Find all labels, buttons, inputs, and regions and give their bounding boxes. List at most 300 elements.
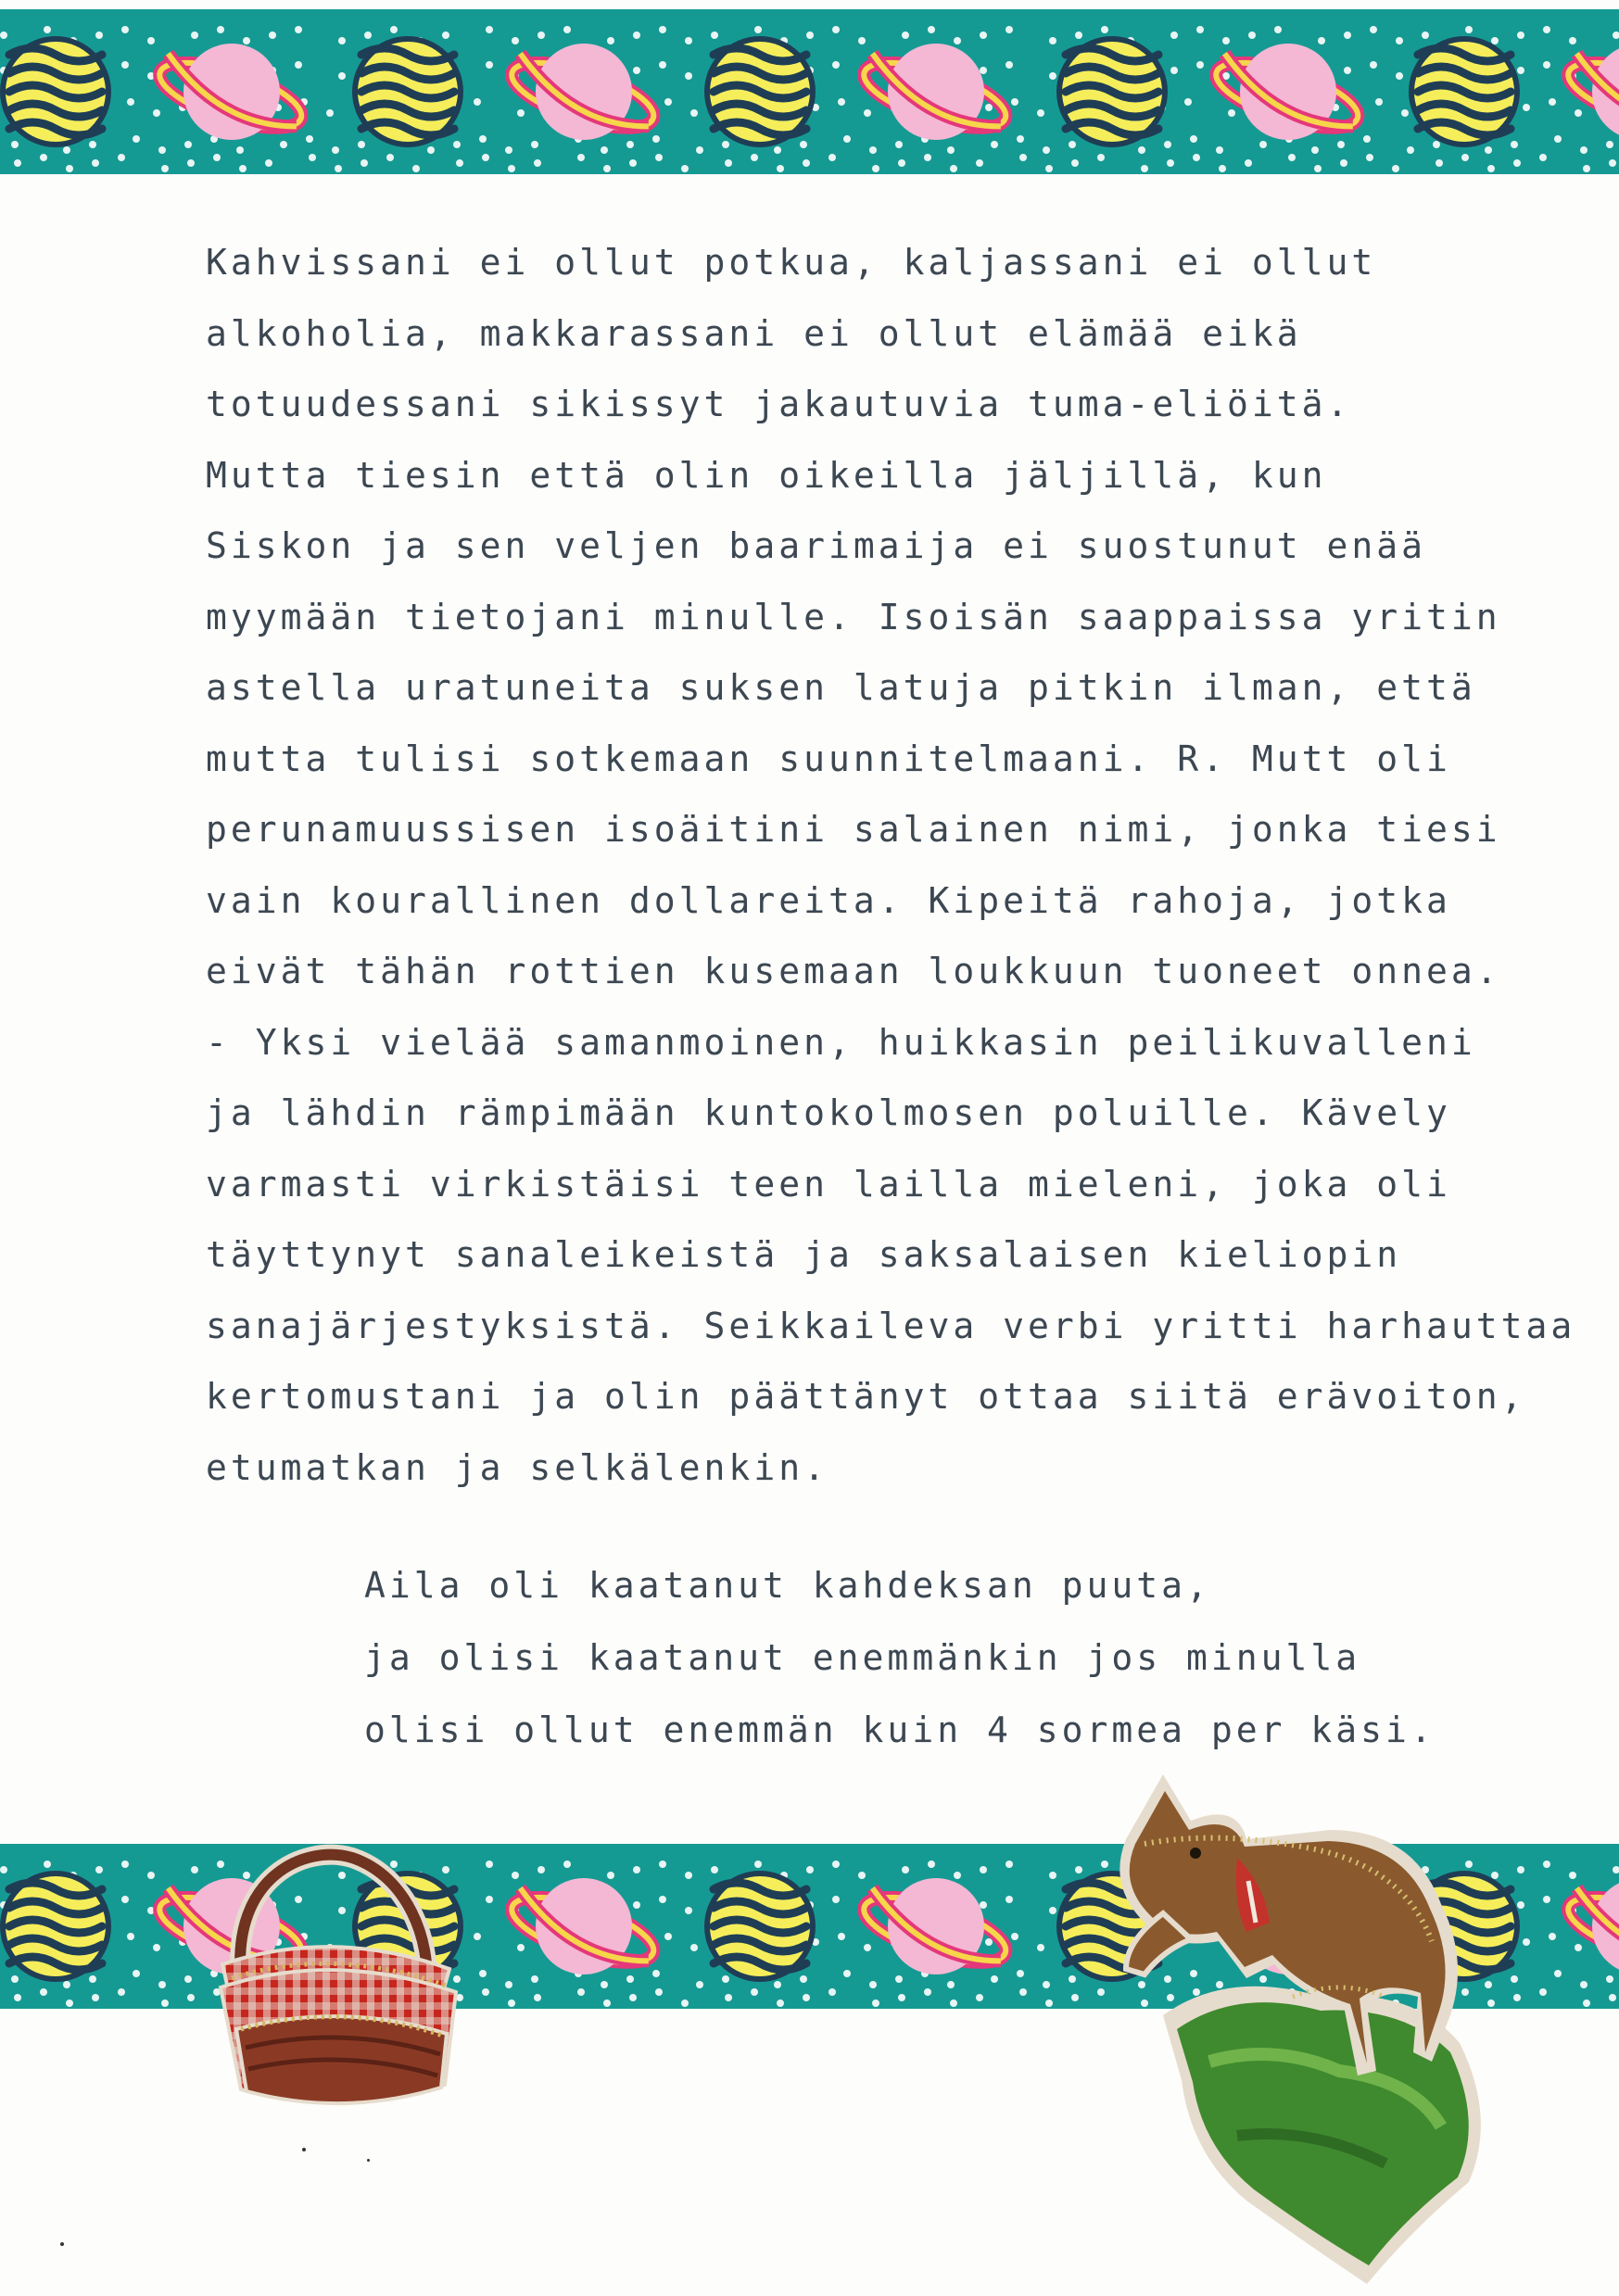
star-dot xyxy=(898,159,905,167)
star-dot xyxy=(777,2000,784,2007)
star-dot xyxy=(236,146,244,154)
star-dot xyxy=(1006,1896,1013,1903)
paragraph-line: etumatkan ja selkälenkin. xyxy=(206,1446,828,1488)
star-dot xyxy=(1019,1988,1027,1996)
star-dot xyxy=(1370,61,1377,69)
star-dot xyxy=(1097,1988,1105,1996)
star-dot xyxy=(486,26,493,33)
star-dot xyxy=(1517,32,1524,39)
star-dot xyxy=(864,1944,871,1951)
star-dot xyxy=(456,159,463,167)
star-dot xyxy=(191,1866,198,1873)
star-dot xyxy=(659,26,666,33)
star-dot xyxy=(980,32,987,39)
paragraph-line: mutta tulisi sotkemaan suunnitelmaani. R. Mutt oli xyxy=(206,738,1451,779)
star-dot xyxy=(1583,165,1590,172)
star-dot xyxy=(1314,165,1322,172)
star-dot xyxy=(1071,1994,1079,2001)
striped-moon-icon xyxy=(1409,36,1520,147)
star-dot xyxy=(158,1981,166,1988)
star-dot xyxy=(806,32,814,39)
star-dot xyxy=(147,37,155,44)
star-dot xyxy=(843,135,851,143)
star-dot xyxy=(1340,159,1347,167)
star-dot xyxy=(751,154,758,161)
star-dot xyxy=(1167,159,1174,167)
star-dot xyxy=(1606,1975,1613,1983)
star-dot xyxy=(991,1975,998,1983)
star-dot xyxy=(690,1944,698,1951)
star-dot xyxy=(0,32,7,39)
star-dot xyxy=(980,1866,987,1873)
star-dot xyxy=(1190,135,1197,143)
star-dot xyxy=(902,32,909,39)
star-dot xyxy=(800,141,807,148)
star-dot xyxy=(633,67,640,74)
paragraph-line: - Yksi vielää samanmoinen, huikkasin peilikuvalleni xyxy=(206,1021,1476,1063)
star-dot xyxy=(427,146,435,154)
star-dot xyxy=(1392,165,1399,172)
star-dot xyxy=(1549,1933,1556,1940)
star-dot xyxy=(633,1901,640,1909)
star-dot xyxy=(531,1975,538,1983)
star-dot xyxy=(1311,146,1319,154)
star-dot xyxy=(1045,2000,1053,2007)
star-dot xyxy=(895,1975,903,1983)
star-dot xyxy=(976,159,983,167)
star-dot xyxy=(63,146,70,154)
star-dot xyxy=(1613,1866,1619,1873)
star-dot xyxy=(161,2000,169,2007)
star-dot xyxy=(950,2000,957,2007)
star-dot xyxy=(1491,37,1499,44)
star-dot xyxy=(1006,26,1013,33)
star-dot xyxy=(1011,1933,1018,1940)
star-dot xyxy=(1288,154,1296,161)
star-dot xyxy=(1196,61,1204,69)
star-dot xyxy=(332,146,339,154)
star-dot xyxy=(335,165,342,172)
star-dot xyxy=(1606,141,1613,148)
tape-pattern xyxy=(0,9,1619,174)
star-dot xyxy=(1517,1901,1524,1909)
star-dot xyxy=(1318,37,1325,44)
star-dot xyxy=(1245,159,1252,167)
star-dot xyxy=(40,154,47,161)
star-dot xyxy=(843,1970,851,1977)
paragraph-line: sanajärjestyksistä. Seikkaileva verbi yritti harhauttaa xyxy=(206,1305,1576,1346)
striped-moon-icon xyxy=(704,1871,816,1982)
star-dot xyxy=(360,159,368,167)
star-dot xyxy=(89,1975,96,1983)
star-dot xyxy=(1543,1896,1550,1903)
paragraph-line: ja lähdin rämpimään kuntokolmosen poluille. Kävely xyxy=(206,1092,1451,1133)
star-dot xyxy=(295,61,302,69)
star-dot xyxy=(858,37,866,44)
star-dot xyxy=(295,26,302,33)
star-dot xyxy=(1196,26,1204,33)
star-dot xyxy=(534,1994,541,2001)
star-dot xyxy=(517,109,525,117)
star-dot xyxy=(213,154,221,161)
star-dot xyxy=(1517,1866,1524,1873)
planet-icon xyxy=(857,1878,1013,1975)
paragraph-line: totuudessani sikissyt jakautuvia tuma-eliöitä. xyxy=(206,384,1352,424)
star-dot xyxy=(1075,1866,1082,1873)
star-dot xyxy=(725,1994,732,2001)
star-dot xyxy=(1517,67,1524,74)
paragraph-line: täyttynyt sanaleikeistä ja saksalaisen kieliopin xyxy=(206,1234,1402,1275)
star-dot xyxy=(685,37,692,44)
star-dot xyxy=(243,37,250,44)
paragraph-line: alkoholia, makkarassani ei ollut elämää eikä xyxy=(206,312,1302,354)
star-dot xyxy=(1543,1861,1550,1868)
star-dot xyxy=(187,159,195,167)
striped-moon-icon xyxy=(704,36,816,147)
star-dot xyxy=(652,135,660,143)
star-dot xyxy=(685,1907,692,1914)
star-dot xyxy=(1006,61,1013,69)
star-dot xyxy=(838,1933,845,1940)
star-dot xyxy=(486,1896,493,1903)
star-dot xyxy=(1523,104,1530,111)
star-dot xyxy=(1580,1981,1587,1988)
star-dot xyxy=(696,1981,703,1988)
star-dot xyxy=(1511,141,1518,148)
star-dot xyxy=(696,146,703,154)
star-dot xyxy=(985,1938,993,1946)
star-dot xyxy=(681,2000,689,2007)
star-dot xyxy=(11,1975,19,1983)
star-dot xyxy=(1017,1970,1024,1977)
star-dot xyxy=(187,1994,195,2001)
star-dot xyxy=(147,1872,155,1879)
star-dot xyxy=(832,1861,840,1868)
star-dot xyxy=(118,1988,125,1996)
star-dot xyxy=(1138,146,1145,154)
striped-moon-icon xyxy=(0,1871,111,1982)
poem-line: Aila oli kaatanut kahdeksan puuta, xyxy=(364,1565,1211,1606)
star-dot xyxy=(121,1896,129,1903)
star-dot xyxy=(153,1944,160,1951)
star-dot xyxy=(601,146,608,154)
star-dot xyxy=(1219,165,1226,172)
star-dot xyxy=(482,1988,489,1996)
star-dot xyxy=(386,154,394,161)
planet-icon xyxy=(505,44,661,141)
star-dot xyxy=(306,135,313,143)
star-dot xyxy=(92,159,99,167)
star-dot xyxy=(711,1866,718,1873)
top-washi-tape xyxy=(0,9,1619,174)
star-dot xyxy=(858,1872,866,1879)
star-dot xyxy=(127,1933,134,1940)
star-dot xyxy=(954,1872,961,1879)
paragraph-line: perunamuussisen isoäitini salainen nimi, jonka tiesi xyxy=(206,809,1501,850)
star-dot xyxy=(486,1861,493,1868)
star-dot xyxy=(1216,146,1223,154)
star-dot xyxy=(774,1981,781,1988)
star-dot xyxy=(531,141,538,148)
star-dot xyxy=(947,1981,955,1988)
star-dot xyxy=(980,1901,987,1909)
star-dot xyxy=(607,1872,614,1879)
star-dot xyxy=(1043,1981,1050,1988)
planet-icon xyxy=(1562,1878,1619,1975)
star-dot xyxy=(505,146,512,154)
star-dot xyxy=(1583,2000,1590,2007)
star-dot xyxy=(1554,135,1562,143)
paper-speck xyxy=(60,2242,64,2246)
star-dot xyxy=(828,154,836,161)
star-dot xyxy=(751,1988,758,1996)
star-dot xyxy=(655,1988,663,1996)
star-dot xyxy=(832,26,840,33)
star-dot xyxy=(1006,1861,1013,1868)
star-dot xyxy=(217,26,224,33)
star-dot xyxy=(1407,146,1414,154)
star-dot xyxy=(442,32,449,39)
paper-speck xyxy=(367,2159,370,2162)
star-dot xyxy=(902,1866,909,1873)
star-dot xyxy=(161,165,169,172)
star-dot xyxy=(1485,146,1492,154)
star-dot xyxy=(338,72,346,80)
star-dot xyxy=(1436,159,1443,167)
star-dot xyxy=(685,1872,692,1879)
star-dot xyxy=(976,1994,983,2001)
star-dot xyxy=(603,165,611,172)
star-dot xyxy=(1049,1872,1056,1879)
star-dot xyxy=(14,1994,21,2001)
star-dot xyxy=(828,1988,836,1996)
star-dot xyxy=(358,141,365,148)
star-dot xyxy=(633,32,640,39)
star-dot xyxy=(1569,37,1576,44)
star-dot xyxy=(985,104,993,111)
star-dot xyxy=(1575,109,1582,117)
star-dot xyxy=(898,1994,905,2001)
poem-line: olisi ollut enemmän kuin 4 sormea per käsi. xyxy=(364,1709,1436,1750)
star-dot xyxy=(1575,1944,1582,1951)
star-dot xyxy=(538,1866,545,1873)
star-dot xyxy=(1549,98,1556,106)
star-dot xyxy=(1465,26,1473,33)
star-dot xyxy=(924,1988,931,1996)
star-dot xyxy=(92,1994,99,2001)
star-dot xyxy=(326,109,334,117)
star-dot xyxy=(512,37,519,44)
star-dot xyxy=(1396,37,1403,44)
star-dot xyxy=(1259,141,1267,148)
star-dot xyxy=(390,26,398,33)
planet-icon xyxy=(153,44,309,141)
star-dot xyxy=(1043,146,1050,154)
star-dot xyxy=(1248,32,1256,39)
star-dot xyxy=(869,1981,877,1988)
star-dot xyxy=(1513,159,1521,167)
star-dot xyxy=(1193,154,1200,161)
star-dot xyxy=(1433,141,1440,148)
star-dot xyxy=(950,165,957,172)
paragraph-line: myymään tietojani minulle. Isoisän saappaissa yritin xyxy=(206,596,1501,637)
typed-paragraph xyxy=(206,227,1576,1503)
star-dot xyxy=(722,141,729,148)
star-dot xyxy=(664,1933,672,1940)
star-dot xyxy=(1366,154,1373,161)
star-dot xyxy=(309,154,316,161)
star-dot xyxy=(928,26,935,33)
star-dot xyxy=(474,98,481,106)
star-dot xyxy=(1487,165,1495,172)
star-dot xyxy=(66,165,73,172)
star-dot xyxy=(1141,165,1148,172)
star-dot xyxy=(869,146,877,154)
star-dot xyxy=(659,61,666,69)
star-dot xyxy=(44,1861,51,1868)
star-dot xyxy=(1011,98,1018,106)
star-dot xyxy=(127,98,134,106)
wolf-sticker xyxy=(1107,1765,1515,2293)
striped-moon-icon xyxy=(352,36,463,147)
star-dot xyxy=(1554,1970,1562,1977)
star-dot xyxy=(512,1872,519,1879)
star-dot xyxy=(0,1866,7,1873)
star-dot xyxy=(563,26,571,33)
star-dot xyxy=(1344,67,1351,74)
star-dot xyxy=(538,32,545,39)
star-dot xyxy=(1609,159,1616,167)
star-dot xyxy=(1228,109,1235,117)
star-dot xyxy=(1222,37,1230,44)
paragraph-line: eivät tähän rottien kusemaan loukkuun tuoneet onnea. xyxy=(206,951,1501,991)
star-dot xyxy=(534,159,541,167)
star-dot xyxy=(626,141,634,148)
star-dot xyxy=(1071,159,1079,167)
star-dot xyxy=(603,2000,611,2007)
star-dot xyxy=(1523,1938,1530,1946)
star-dot xyxy=(1422,32,1429,39)
star-dot xyxy=(1170,67,1178,74)
star-dot xyxy=(338,37,346,44)
star-dot xyxy=(655,154,663,161)
star-dot xyxy=(158,146,166,154)
star-dot xyxy=(1097,154,1105,161)
star-dot xyxy=(864,109,871,117)
star-dot xyxy=(63,1981,70,1988)
star-dot xyxy=(118,154,125,161)
star-dot xyxy=(1164,141,1171,148)
star-dot xyxy=(803,159,810,167)
paragraph-line: Mutta tiesin että olin oikeilla jäljillä, kun xyxy=(206,454,1327,496)
star-dot xyxy=(832,61,840,69)
star-dot xyxy=(1069,1975,1076,1983)
star-dot xyxy=(607,37,614,44)
star-dot xyxy=(40,1988,47,1996)
star-dot xyxy=(1049,37,1056,44)
star-dot xyxy=(1539,1988,1547,1996)
star-dot xyxy=(633,1866,640,1873)
star-dot xyxy=(690,109,698,117)
star-dot xyxy=(652,1970,660,1977)
star-dot xyxy=(1461,154,1469,161)
star-dot xyxy=(659,1896,666,1903)
star-dot xyxy=(1401,109,1409,117)
star-dot xyxy=(629,159,637,167)
planet-icon xyxy=(1562,44,1619,141)
star-dot xyxy=(1274,26,1282,33)
star-dot xyxy=(1569,1872,1576,1879)
star-dot xyxy=(66,2000,73,2007)
star-dot xyxy=(1363,135,1371,143)
star-dot xyxy=(1344,32,1351,39)
poem-block xyxy=(364,1549,1569,1766)
star-dot xyxy=(482,154,489,161)
star-dot xyxy=(412,165,420,172)
star-dot xyxy=(508,2000,515,2007)
paragraph-line: varmasti virkistäisi teen lailla mieleni, joka oli xyxy=(206,1163,1451,1205)
star-dot xyxy=(1613,32,1619,39)
star-dot xyxy=(265,159,272,167)
star-dot xyxy=(685,72,692,80)
star-dot xyxy=(184,141,192,148)
striped-moon-icon xyxy=(0,36,111,147)
star-dot xyxy=(980,67,987,74)
star-dot xyxy=(1170,32,1178,39)
star-dot xyxy=(14,159,21,167)
star-dot xyxy=(954,37,961,44)
star-dot xyxy=(777,165,784,172)
star-dot xyxy=(1017,135,1024,143)
paper-speck xyxy=(302,2148,306,2151)
star-dot xyxy=(722,1975,729,1983)
star-dot xyxy=(95,32,103,39)
star-dot xyxy=(601,1981,608,1988)
star-dot xyxy=(474,1933,481,1940)
star-dot xyxy=(1049,1907,1056,1914)
star-dot xyxy=(1375,98,1383,106)
star-dot xyxy=(629,1994,637,2001)
star-dot xyxy=(1396,72,1403,80)
star-dot xyxy=(453,141,461,148)
star-dot xyxy=(1337,141,1345,148)
star-dot xyxy=(505,1981,512,1988)
star-dot xyxy=(1037,1944,1044,1951)
star-dot xyxy=(711,32,718,39)
star-dot xyxy=(872,165,879,172)
paragraph-line: astella uratuneita suksen latuja pitkin ilman, että xyxy=(206,667,1476,708)
star-dot xyxy=(1075,32,1082,39)
star-dot xyxy=(895,141,903,148)
star-dot xyxy=(184,1975,192,1983)
star-dot xyxy=(1609,1994,1616,2001)
paragraph-line: Siskon ja sen veljen baarimaija ei suostunut enää xyxy=(206,525,1427,566)
striped-moon-icon xyxy=(1056,36,1168,147)
star-dot xyxy=(280,141,287,148)
paragraph-line: kertomustani ja olin päättänyt ottaa siitä erävoiton, xyxy=(206,1376,1526,1417)
star-dot xyxy=(479,135,487,143)
star-dot xyxy=(11,141,19,148)
star-dot xyxy=(754,1861,762,1868)
star-dot xyxy=(1019,154,1027,161)
star-dot xyxy=(191,32,198,39)
star-dot xyxy=(1184,98,1192,106)
star-dot xyxy=(754,26,762,33)
star-dot xyxy=(1049,72,1056,80)
star-dot xyxy=(626,1975,634,1983)
star-dot xyxy=(239,165,247,172)
star-dot xyxy=(121,26,129,33)
